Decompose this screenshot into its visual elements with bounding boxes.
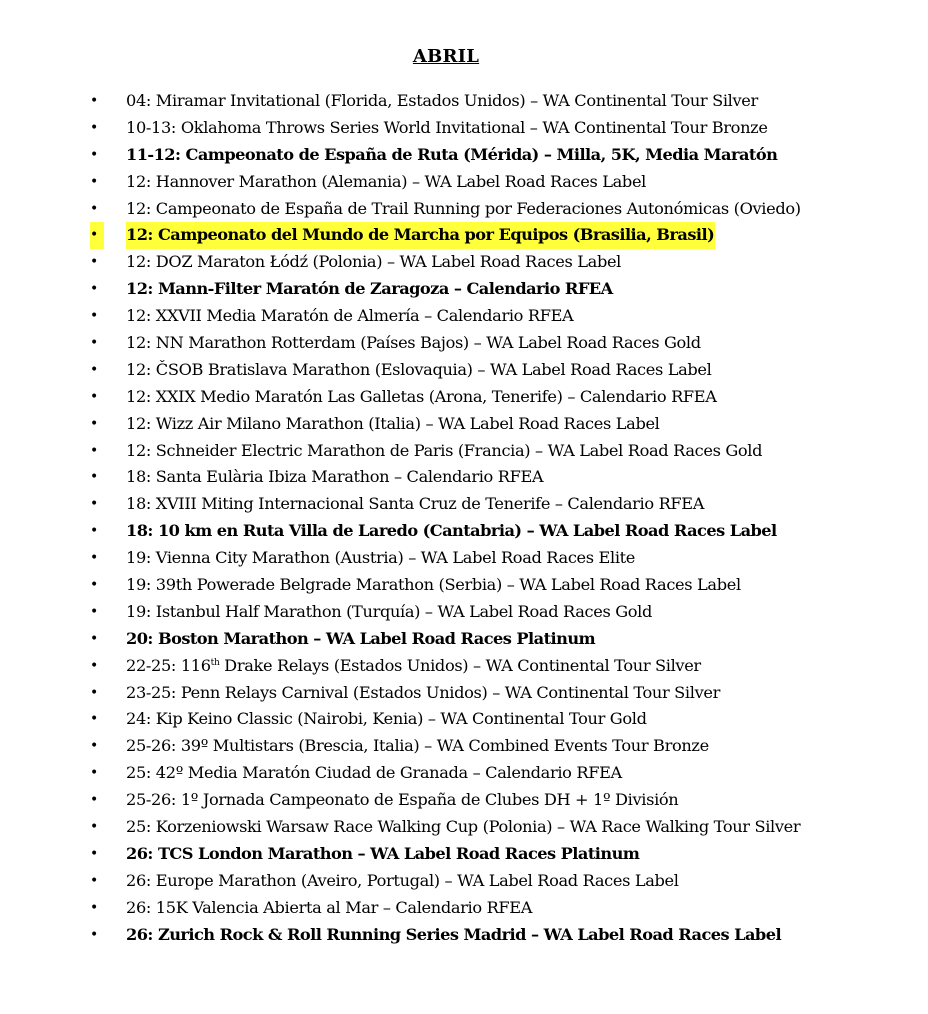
list-item — [0, 653, 928, 680]
event-label: 12: Campeonato de España de Trail Running por Federaciones Autonómicas (Oviedo) — [126, 198, 801, 218]
bullet-icon: • — [90, 173, 99, 190]
list-item — [0, 491, 928, 518]
event-text — [126, 330, 701, 357]
bullet-icon: • — [90, 222, 104, 249]
list-item — [0, 249, 928, 276]
event-text — [126, 464, 543, 491]
bullet-icon: • — [90, 308, 99, 325]
bullet-icon: • — [90, 281, 99, 298]
event-label: 26: 15K Valencia Abierta al Mar – Calendario RFEA — [126, 897, 533, 917]
event-label: 23-25: Penn Relays Carnival (Estados Unidos) – WA Continental Tour Silver — [126, 682, 720, 702]
event-label: 25: 42º Media Maratón Ciudad de Granada – Calendario RFEA — [126, 763, 622, 783]
event-text — [126, 814, 800, 841]
bullet-icon: • — [90, 872, 99, 889]
event-text — [126, 196, 801, 223]
event-label: 18: XVIII Miting Internacional Santa Cruz de Tenerife – Calendario RFEA — [126, 494, 705, 514]
bullet-icon: • — [90, 93, 99, 109]
list-item — [0, 733, 928, 760]
event-label: 22-25: 116 — [126, 655, 211, 675]
event-label: 25-26: 1º Jornada Campeonato de España de Clubes DH + 1º División — [126, 790, 679, 810]
bullet-icon: • — [90, 845, 99, 862]
event-text — [126, 518, 777, 545]
event-label-rest: Drake Relays (Estados Unidos) – WA Continental Tour Silver — [219, 655, 701, 675]
list-item — [0, 196, 928, 223]
event-text — [126, 491, 704, 518]
list-item — [0, 142, 928, 169]
event-label: 25: Korzeniowski Warsaw Race Walking Cup (Polonia) – WA Race Walking Tour Silver — [126, 817, 801, 837]
list-item — [0, 169, 928, 196]
bullet-icon: • — [90, 684, 99, 701]
event-label: 12: NN Marathon Rotterdam (Países Bajos) – WA Label Road Races Gold — [126, 333, 701, 353]
bullet-icon: • — [90, 657, 99, 674]
list-item — [0, 572, 928, 599]
event-label: 19: Vienna City Marathon (Austria) – WA Label Road Races Elite — [126, 548, 636, 568]
bullet-icon: • — [90, 603, 99, 620]
event-text — [126, 88, 758, 115]
list-item — [0, 88, 928, 115]
list-item — [0, 518, 928, 545]
event-label: 12: Wizz Air Milano Marathon (Italia) – WA Label Road Races Label — [126, 413, 660, 433]
event-text — [126, 384, 717, 411]
event-label: 12: Campeonato del Mundo de Marcha por Equipos (Brasilia, Brasil) — [126, 225, 715, 245]
event-text — [126, 680, 720, 707]
list-item — [0, 115, 928, 142]
bullet-icon: • — [90, 442, 99, 459]
event-label: 12: ČSOB Bratislava Marathon (Eslovaquia) – WA Label Road Races Label — [126, 359, 712, 379]
event-label: 26: TCS London Marathon – WA Label Road Races Platinum — [126, 843, 640, 863]
page-title: ABRIL — [412, 46, 480, 67]
event-label: 18: 10 km en Ruta Villa de Laredo (Cantabria) – WA Label Road Races Label — [126, 521, 777, 541]
list-item — [0, 411, 928, 438]
event-text — [126, 438, 762, 465]
event-text — [126, 411, 660, 438]
bullet-icon: • — [90, 765, 99, 782]
event-text — [126, 249, 621, 276]
event-text — [126, 626, 595, 653]
event-text — [126, 653, 701, 680]
bullet-icon: • — [90, 119, 99, 136]
bullet-icon: • — [90, 550, 99, 567]
list-item — [0, 545, 928, 572]
bullet-icon: • — [90, 523, 99, 540]
event-text — [126, 545, 635, 572]
event-text — [126, 572, 741, 599]
event-text — [126, 169, 646, 196]
event-text — [126, 706, 647, 733]
event-text — [126, 760, 622, 787]
event-label: 12: Hannover Marathon (Alemania) – WA Label Road Races Label — [126, 171, 647, 191]
event-label: 12: Mann-Filter Maratón de Zaragoza – Calendario RFEA — [126, 279, 613, 299]
event-text — [126, 303, 573, 330]
bullet-icon: • — [90, 254, 99, 271]
event-label: 11-12: Campeonato de España de Ruta (Mérida) – Milla, 5K, Media Maratón — [126, 144, 778, 164]
bullet-icon: • — [90, 819, 99, 836]
event-text — [126, 115, 768, 142]
event-label: 12: DOZ Maraton Łódź (Polonia) – WA Label Road Races Label — [126, 252, 622, 272]
list-item — [0, 787, 928, 814]
event-text — [126, 787, 678, 814]
event-list — [0, 88, 928, 949]
bullet-icon: • — [90, 415, 99, 432]
list-item — [0, 438, 928, 465]
list-item — [0, 868, 928, 895]
list-item — [0, 384, 928, 411]
bullet-icon: • — [90, 200, 99, 217]
bullet-icon: • — [90, 630, 99, 647]
event-text — [126, 868, 679, 895]
list-item — [0, 814, 928, 841]
event-label: 24: Kip Keino Classic (Nairobi, Kenia) – WA Continental Tour Gold — [126, 709, 647, 729]
list-item — [0, 464, 928, 491]
list-item-highlighted — [0, 222, 928, 249]
event-text — [126, 276, 613, 303]
bullet-icon: • — [90, 469, 99, 486]
event-label: 26: Zurich Rock & Roll Running Series Madrid – WA Label Road Races Label — [126, 924, 782, 944]
list-item — [0, 330, 928, 357]
event-label: 20: Boston Marathon – WA Label Road Races Platinum — [126, 628, 596, 648]
list-item — [0, 706, 928, 733]
event-text — [126, 222, 715, 249]
ordinal-superscript: th — [210, 657, 220, 668]
bullet-icon: • — [90, 335, 99, 352]
event-text — [126, 142, 777, 169]
list-item — [0, 922, 928, 949]
list-item — [0, 626, 928, 653]
list-item — [0, 599, 928, 626]
event-text — [126, 895, 532, 922]
event-text — [126, 733, 709, 760]
list-item — [0, 841, 928, 868]
event-label: 19: Istanbul Half Marathon (Turquía) – WA Label Road Races Gold — [126, 601, 653, 621]
event-label: 12: XXVII Media Maratón de Almería – Calendario RFEA — [126, 306, 574, 326]
list-item — [0, 276, 928, 303]
list-item — [0, 357, 928, 384]
bullet-icon: • — [90, 146, 99, 163]
event-text — [126, 841, 639, 868]
bullet-icon: • — [90, 496, 99, 513]
bullet-icon: • — [90, 899, 99, 916]
event-label: 04: Miramar Invitational (Florida, Estados Unidos) – WA Continental Tour Silver — [126, 91, 758, 110]
bullet-icon: • — [90, 792, 99, 809]
event-text — [126, 599, 652, 626]
bullet-icon: • — [90, 361, 99, 378]
bullet-icon: • — [90, 711, 99, 728]
bullet-icon: • — [90, 926, 99, 943]
list-item — [0, 303, 928, 330]
event-label: 12: Schneider Electric Marathon de Paris (Francia) – WA Label Road Races Gold — [126, 440, 763, 460]
event-label: 12: XXIX Medio Maratón Las Galletas (Arona, Tenerife) – Calendario RFEA — [126, 386, 717, 406]
event-label: 18: Santa Eulària Ibiza Marathon – Calendario RFEA — [126, 467, 544, 487]
list-item — [0, 895, 928, 922]
event-text — [126, 922, 781, 949]
bullet-icon: • — [90, 738, 99, 755]
event-text — [126, 357, 711, 384]
event-label: 10-13: Oklahoma Throws Series World Invitational – WA Continental Tour Bronze — [126, 117, 768, 137]
event-label: 25-26: 39º Multistars (Brescia, Italia) – WA Combined Events Tour Bronze — [126, 736, 709, 756]
event-label: 26: Europe Marathon (Aveiro, Portugal) – WA Label Road Races Label — [126, 870, 679, 890]
event-label: 19: 39th Powerade Belgrade Marathon (Serbia) – WA Label Road Races Label — [126, 575, 741, 595]
bullet-icon: • — [90, 577, 99, 594]
bullet-icon: • — [90, 388, 99, 405]
list-item — [0, 760, 928, 787]
list-item — [0, 680, 928, 707]
